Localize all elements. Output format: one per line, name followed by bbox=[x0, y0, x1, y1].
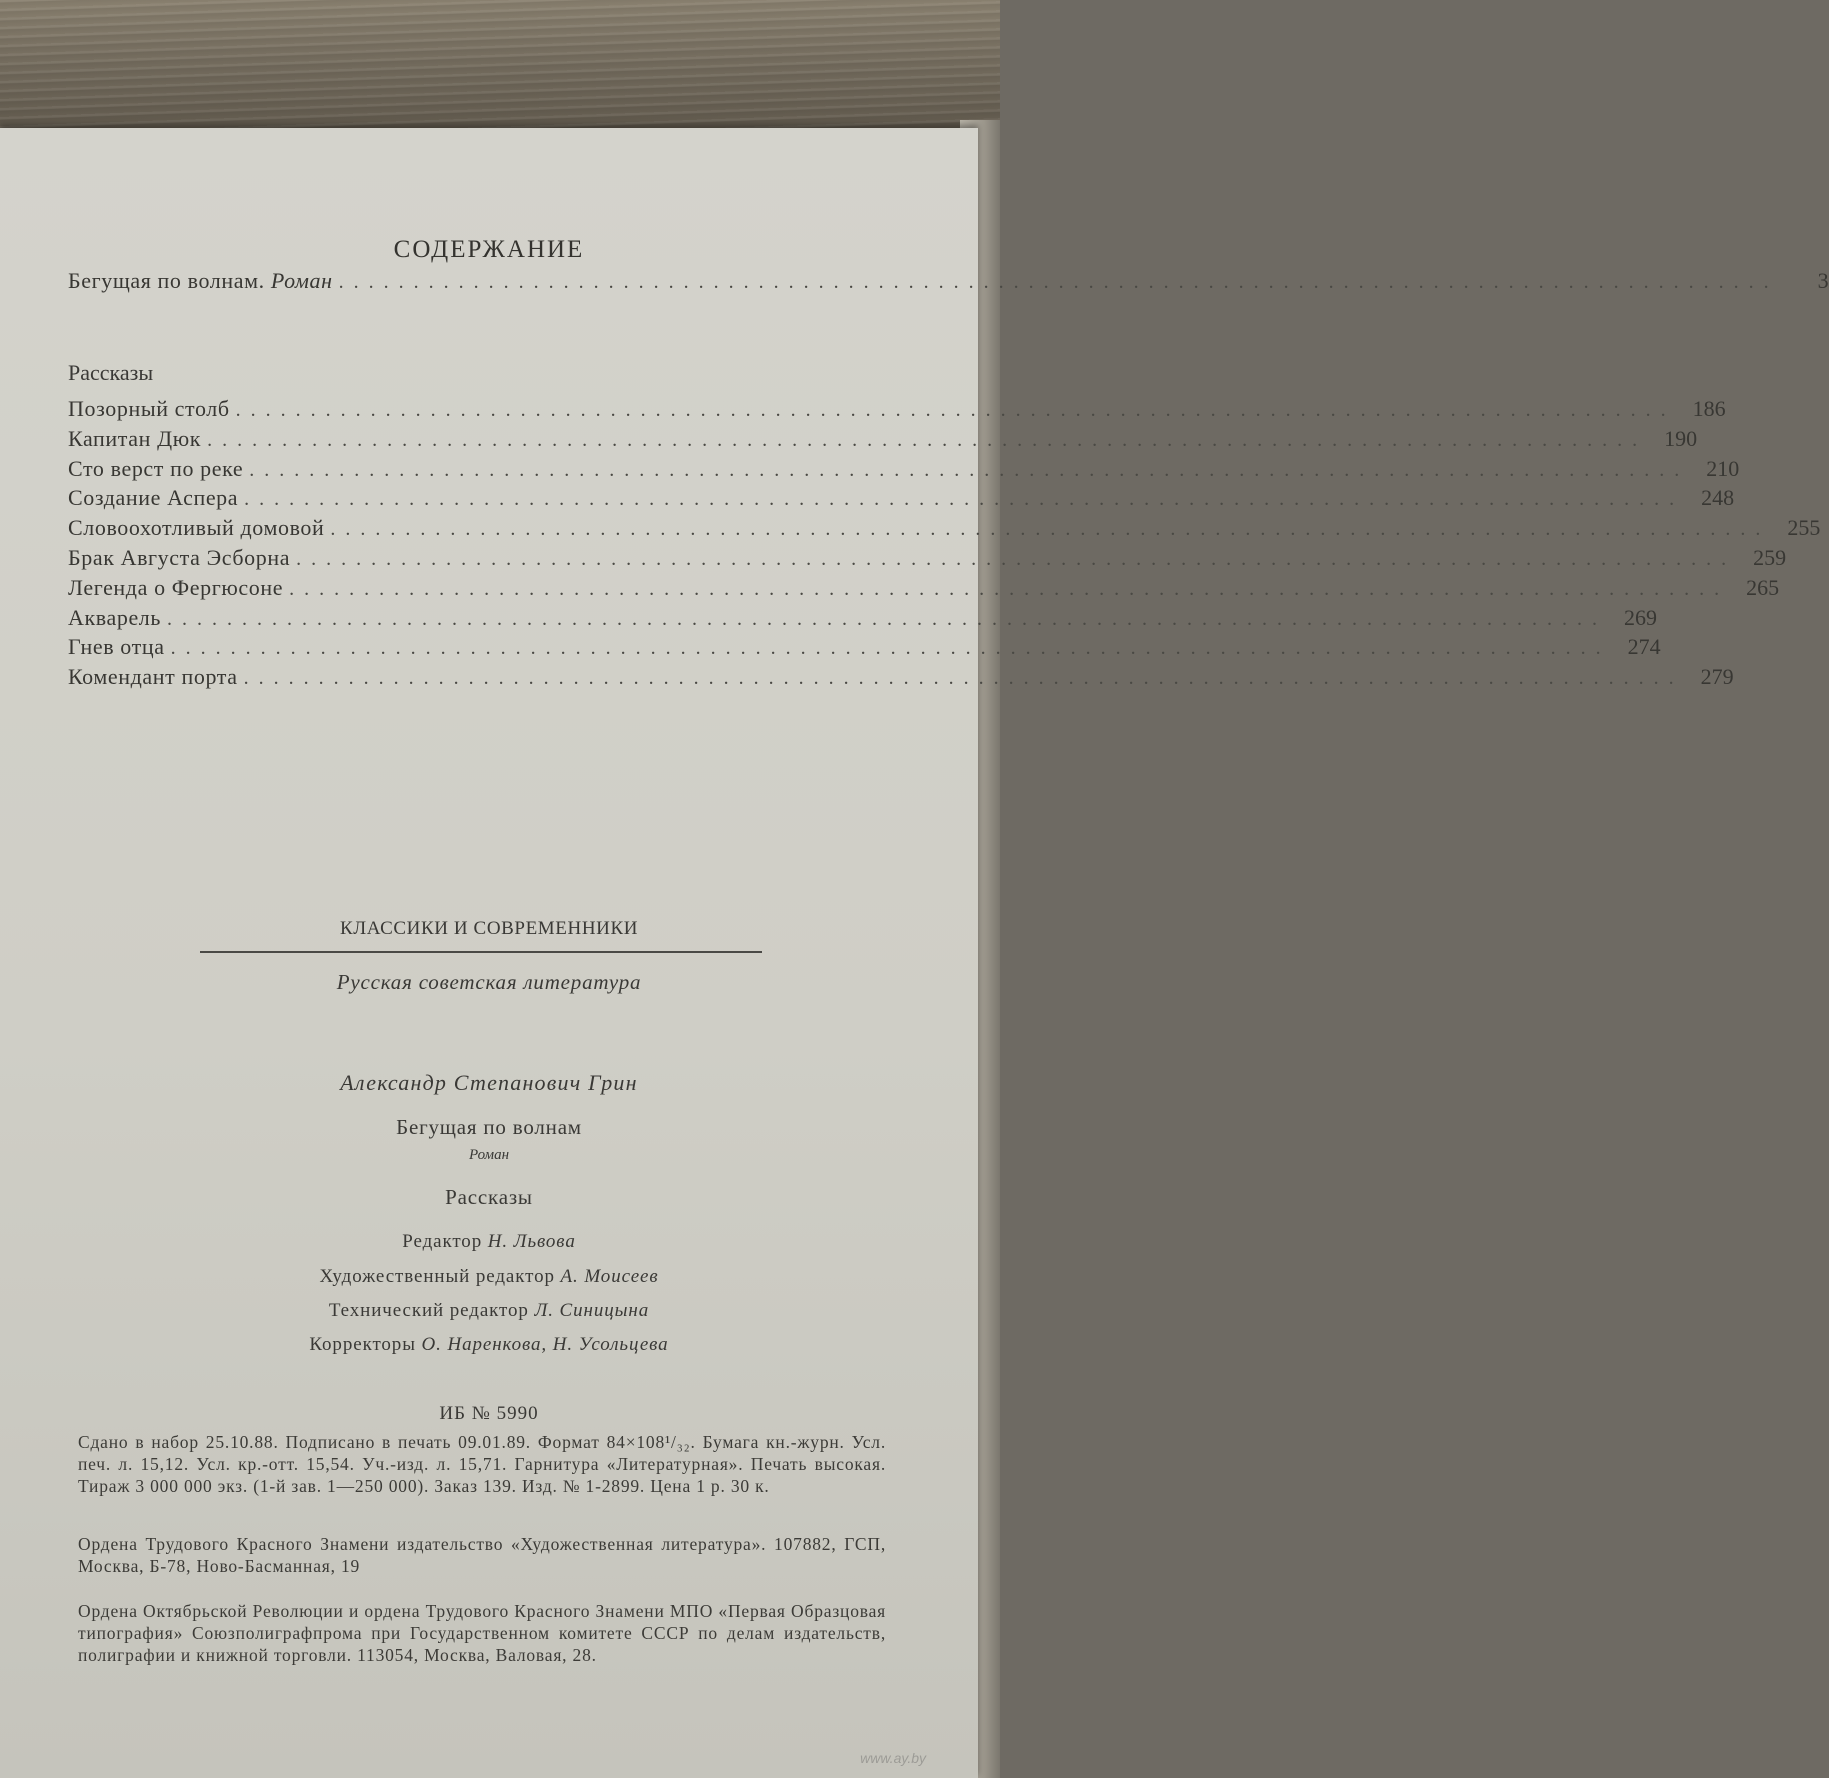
toc-entry-title: Бегущая по волнам. bbox=[68, 268, 265, 293]
imprint-printer: Ордена Октябрьской Революции и ордена Трудового Красного Знамени МПО «Первая Образцовая типография» Союзполиграфпрома при Государственном комитете СССР по делам издательств, полиграфии и книжной торговли. 113054, Москва, Валовая, 28. bbox=[78, 1601, 886, 1665]
imprint-ib-number: ИБ № 5990 bbox=[439, 1403, 539, 1424]
toc-entry-page: 248 bbox=[1701, 485, 1735, 511]
toc-entry-page: 210 bbox=[1706, 455, 1740, 481]
toc-entry bbox=[68, 515, 1821, 547]
series-subtitle: Русская советская литература bbox=[336, 970, 642, 994]
credit-role: Редактор bbox=[402, 1231, 483, 1252]
toc-heading: СОДЕРЖАНИЕ bbox=[393, 236, 585, 263]
toc-entry-title: Комендант порта bbox=[68, 664, 238, 690]
credit-role: Корректоры bbox=[309, 1334, 416, 1355]
toc-entry-title: Позорный столб bbox=[68, 396, 230, 421]
credit-editor bbox=[0, 1231, 978, 1253]
toc-entry-title: Легенда о Фергюсоне bbox=[68, 574, 284, 600]
toc-entry-title: Создание Аспера bbox=[68, 485, 239, 511]
toc-entry-page: 190 bbox=[1664, 425, 1698, 451]
toc-leader-dots: ................................................................................................ bbox=[289, 577, 1730, 600]
imprint-publisher: Ордена Трудового Красного Знамени издательство «Художественная литература». 107882, ГСП, Москва, Б-78, Ново-Басманная, 19 bbox=[78, 1534, 886, 1576]
toc-entry bbox=[68, 396, 1726, 428]
toc-leader-dots: ................................................................................................ bbox=[235, 399, 1676, 421]
toc-leader-dots: ................................................................................................ bbox=[170, 637, 1611, 660]
book-author: Александр Степанович Грин bbox=[340, 1070, 638, 1095]
toc-entry bbox=[68, 425, 1698, 458]
toc-leader-dots: ................................................................................................ bbox=[296, 548, 1737, 570]
toc-entry-title: Брак Августа Эсборна bbox=[68, 545, 291, 570]
toc-entry-genre: Роман bbox=[270, 268, 333, 293]
book-genre: Роман bbox=[468, 1147, 510, 1163]
toc-entry bbox=[68, 455, 1740, 488]
toc-entry-title: Акварель bbox=[68, 604, 162, 630]
credit-names: О. Наренкова, Н. Усольцева bbox=[421, 1334, 669, 1355]
toc-entry-title: Гнев отца bbox=[68, 634, 165, 660]
credit-role: Художественный редактор bbox=[319, 1266, 555, 1287]
toc-entry-page: 279 bbox=[1700, 664, 1734, 690]
credit-tech-editor bbox=[0, 1300, 978, 1322]
toc-leader-dots: ................................................................................................ bbox=[167, 607, 1608, 630]
credit-names: А. Моисеев bbox=[560, 1266, 659, 1287]
toc-leader-dots: ................................................................................................ bbox=[243, 667, 1684, 690]
toc-leader-dots: ................................................................................................ bbox=[207, 428, 1648, 451]
credit-names: Л. Синицына bbox=[534, 1300, 650, 1321]
credit-proofreaders bbox=[0, 1334, 978, 1356]
toc-entry-title: Словоохотливый домовой bbox=[68, 515, 325, 541]
toc-section-label: Рассказы bbox=[68, 360, 154, 385]
toc-entry-page: 274 bbox=[1627, 634, 1661, 660]
toc-entry-title: Капитан Дюк bbox=[68, 425, 202, 451]
toc-entry-page: 186 bbox=[1692, 396, 1726, 421]
toc-entry-title: Сто верст по реке bbox=[68, 455, 244, 481]
toc-leader-dots: ................................................................................................ bbox=[249, 458, 1690, 481]
credit-role: Технический редактор bbox=[328, 1300, 529, 1321]
site-watermark: www.ay.by bbox=[860, 1750, 926, 1766]
toc-leader-dots: ................................................................................................ bbox=[338, 271, 1779, 293]
credit-names: Н. Львова bbox=[487, 1231, 576, 1252]
toc-entry bbox=[68, 574, 1780, 607]
credit-art-editor bbox=[0, 1266, 978, 1288]
toc-leader-dots: ................................................................................................ bbox=[244, 488, 1685, 511]
toc-entry bbox=[68, 604, 1658, 637]
toc-entry bbox=[68, 664, 1734, 696]
toc-entry-page: 269 bbox=[1624, 604, 1658, 630]
toc-entry-page: 3 bbox=[1817, 268, 1829, 293]
toc-entry-page: 265 bbox=[1746, 574, 1780, 600]
series-divider bbox=[200, 951, 762, 953]
toc-entry bbox=[68, 485, 1735, 517]
book-stories-label: Рассказы bbox=[445, 1185, 533, 1209]
series-name: КЛАССИКИ И СОВРЕМЕННИКИ bbox=[339, 918, 639, 939]
book-page bbox=[0, 128, 1829, 1778]
toc-entry bbox=[68, 634, 1661, 666]
toc-entry-page: 255 bbox=[1787, 515, 1821, 541]
book-title: Бегущая по волнам bbox=[396, 1115, 582, 1139]
toc-entry-novel bbox=[68, 268, 1829, 300]
toc-leader-dots: ................................................................................................ bbox=[330, 518, 1771, 541]
toc-entry bbox=[68, 545, 1787, 577]
imprint-print-details: Сдано в набор 25.10.88. Подписано в печать 09.01.89. Формат 84×108¹/₃₂. Бумага кн.-журн. Усл. печ. л. 15,12. Усл. кр.-отт. 15,54. Уч.-изд. л. 15,71. Гарнитура «Литературная». Печать высокая. Тираж 3 000 000 экз. (1-й зав. 1—250 000). Заказ 139. Изд. № 1-2899. Цена 1 р. 30 к. bbox=[78, 1432, 886, 1496]
toc-entry-page: 259 bbox=[1753, 545, 1787, 570]
